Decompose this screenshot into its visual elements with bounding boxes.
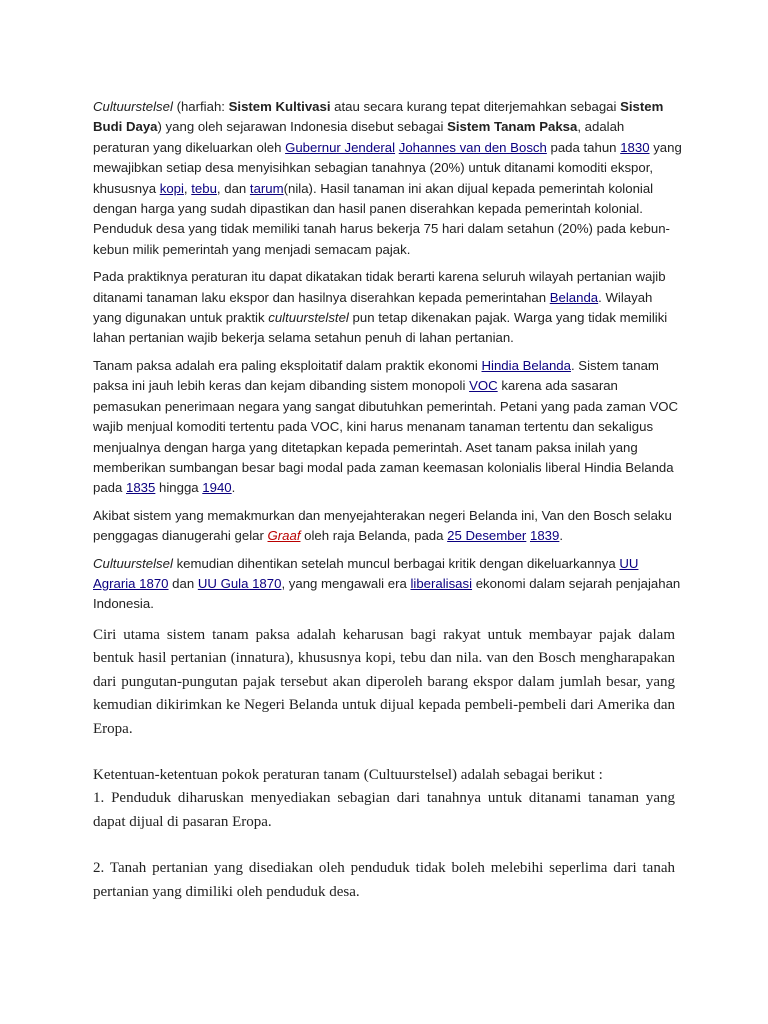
text: . <box>559 528 563 544</box>
spacer <box>93 834 675 857</box>
wiki-section <box>93 97 683 622</box>
text: yang mewajibkan setiap desa menyisihkan sebagian tanahnya (20%) untuk ditanami komoditi ekspor, khususnya <box>93 139 682 196</box>
term: Sistem Budi Daya <box>93 99 664 135</box>
paragraph-3 <box>93 356 683 499</box>
paragraph-ketentuan: Ketentuan-ketentuan pokok peraturan tanam (Cultuurstelsel) adalah sebagai berikut : <box>93 767 603 784</box>
text: , <box>183 180 192 196</box>
text: , adalah peraturan yang dikeluarkan oleh <box>93 119 625 155</box>
list-item-1: 1. Penduduk diharuskan menyediakan sebagian dari tanahnya untuk ditanami tanaman yang dapat dijual di pasaran Eropa. <box>93 790 675 830</box>
term: cultuurstelstel <box>268 310 349 326</box>
link-25-desember[interactable]: 25 Desember <box>447 528 527 544</box>
link-belanda[interactable]: Belanda <box>549 289 599 305</box>
term: Sistem Tanam Paksa <box>447 119 578 135</box>
term: Cultuurstelsel <box>93 99 173 114</box>
paragraph-5 <box>93 554 683 615</box>
link-liberalisasi[interactable]: liberalisasi <box>410 575 473 591</box>
text: atau secara kurang tepat diterjemahkan sebagai <box>330 99 621 114</box>
text: dan <box>168 575 198 591</box>
paragraph-2 <box>93 267 683 349</box>
link-1830[interactable]: 1830 <box>620 139 650 155</box>
text: , yang mengawali era <box>281 575 411 591</box>
paragraph-ciri-utama: Ciri utama sistem tanam paksa adalah keharusan bagi rakyat untuk membayar pajak dalam bentuk hasil pertanian (innatura), khususnya kopi, tebu dan nila. van den Bosch mengharapakan dari pungutan-pungutan pajak tersebut akan diperoleh barang ekspor dalam jumlah besar, yang kemudian dikirimkan ke Negeri Belanda untuk dijual kepada pembeli-pembeli dari Amerika dan Eropa. <box>93 627 675 737</box>
link-1835[interactable]: 1835 <box>126 480 156 496</box>
text: . <box>231 480 236 496</box>
link-voc[interactable]: VOC <box>469 378 498 394</box>
text: pada tahun <box>546 139 621 155</box>
text: hingga <box>155 480 203 496</box>
text: , dan <box>216 180 250 196</box>
link-uu-agraria-1870[interactable]: UU Agraria 1870 <box>93 555 639 591</box>
link-kopi[interactable]: kopi <box>159 180 184 196</box>
text: . Sistem tanam paksa ini jauh lebih keras dan kejam dibanding sistem monopoli <box>93 357 659 394</box>
link-1839[interactable]: 1839 <box>529 528 560 544</box>
link-graaf[interactable]: Graaf <box>267 528 301 544</box>
text: ) yang oleh sejarawan Indonesia disebut sebagai <box>157 119 448 135</box>
text: karena ada sasaran pemasukan penerimaan negara yang sangat dibutuhkan pemerintah. Petani yang pada zaman VOC wajib menjual komoditi tertentu pada VOC, kini harus menanam tanaman tertentu dan sekaligus menjualnya dengan harga yang ditetapkan kepada pemerintah. Aset tanam paksa inilah yang memberikan sumbangan besar bagi modal pada zaman keemasan kolonialis liberal Hindia Belanda pada <box>93 378 679 496</box>
spacer <box>93 741 675 764</box>
text: oleh raja Belanda, pada <box>300 528 448 544</box>
text: ekonomi dalam sejarah penjajahan Indonesia. <box>93 575 681 612</box>
link-tarum[interactable]: tarum <box>249 180 284 196</box>
text: (harfiah: <box>172 99 229 114</box>
text: . Wilayah yang digunakan untuk praktik <box>93 289 653 326</box>
text: (nila). Hasil tanaman ini akan dijual kepada pemerintah kolonial dengan harga yang sudah dipastikan dan hasil panen diserahkan kepada pemerintah kolonial. Penduduk desa yang tidak memiliki tanah harus bekerja 75 hari dalam setahun (20%) pada kebun-kebun milik pemerintah yang menjadi semacam pajak. <box>93 180 670 257</box>
link-hindia-belanda[interactable]: Hindia Belanda <box>481 357 571 373</box>
link-tebu[interactable]: tebu <box>191 180 217 196</box>
text: kemudian dihentikan setelah muncul berbagai kritik dengan dikeluarkannya <box>172 555 620 571</box>
link-1940[interactable]: 1940 <box>202 480 232 496</box>
serif-section <box>93 624 675 904</box>
text: Pada praktiknya peraturan itu dapat dikatakan tidak berarti karena seluruh wilayah pertanian wajib ditanami tanaman laku ekspor dan hasilnya diserahkan kepada pemerintahan <box>93 269 666 305</box>
term: Cultuurstelsel <box>93 555 173 571</box>
text: Akibat sistem yang memakmurkan dan menyejahterakan negeri Belanda ini, Van den Bosch selaku penggagas dianugerahi gelar <box>93 507 672 544</box>
link-johannes-van-den-bosch[interactable]: Johannes van den Bosch <box>398 139 547 155</box>
paragraph-1 <box>93 97 683 260</box>
paragraph-4 <box>93 506 683 547</box>
link-gubernur-jenderal[interactable]: Gubernur Jenderal <box>285 139 396 155</box>
term: Sistem Kultivasi <box>228 99 331 114</box>
list-item-2: 2. Tanah pertanian yang disediakan oleh penduduk tidak boleh melebihi seperlima dari tanah pertanian yang dimiliki oleh penduduk desa. <box>93 860 675 900</box>
link-uu-gula-1870[interactable]: UU Gula 1870 <box>197 575 282 591</box>
text: pun tetap dikenakan pajak. Warga yang tidak memiliki lahan pertanian wajib bekerja selama setahun penuh di lahan pertanian. <box>93 310 668 346</box>
text: Tanam paksa adalah era paling eksploitatif dalam praktik ekonomi <box>93 357 482 373</box>
